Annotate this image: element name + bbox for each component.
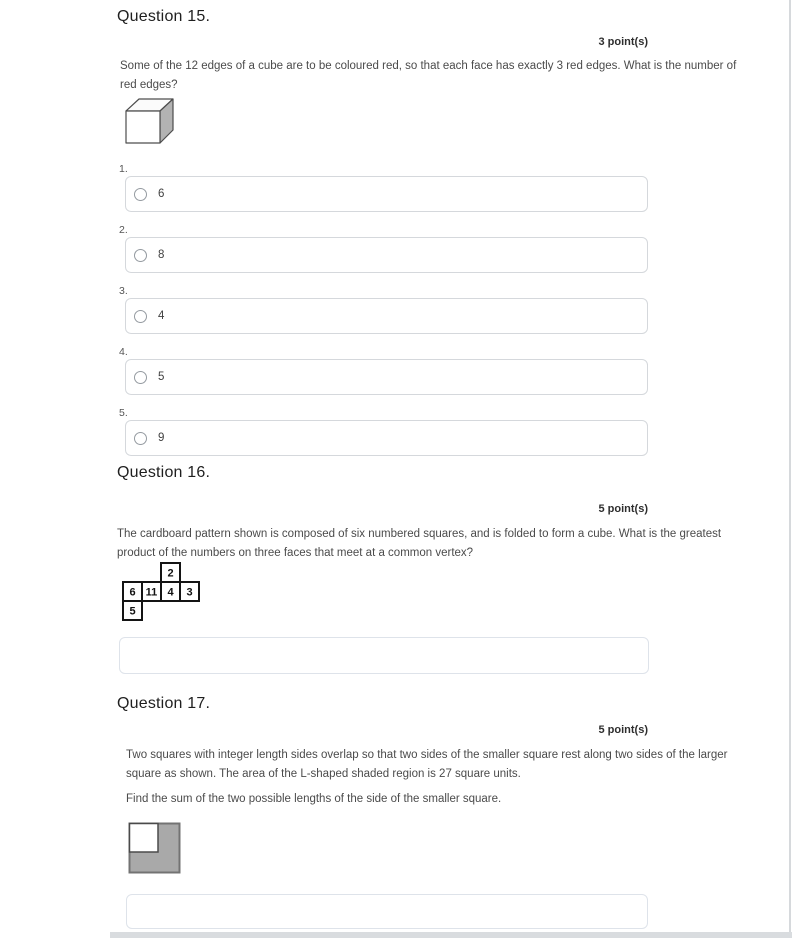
question-16-title: Question 16. (117, 464, 211, 481)
choice-5-label: 5. (119, 407, 128, 419)
cube-net-figure (122, 562, 202, 622)
choice-4-option[interactable] (125, 359, 648, 395)
choice-3-value: 4 (158, 310, 165, 322)
question-17-text-line2: square as shown. The area of the L-shaped shaded region is 27 square units. (126, 768, 521, 780)
question-17-text-line1: Two squares with integer length sides overlap so that two sides of the smaller square rest along two sides of the larger (126, 749, 728, 761)
net-cell-bottom: 5 (129, 605, 136, 618)
choice-5-option[interactable] (125, 420, 648, 456)
choice-2-value: 8 (158, 249, 165, 261)
card-right-border (789, 0, 791, 938)
question-17-points: 5 point(s) (598, 724, 648, 736)
choice-3-label: 3. (119, 285, 128, 297)
question-17-title: Question 17. (117, 695, 211, 712)
next-section-edge (110, 932, 792, 938)
question-15-points: 3 point(s) (598, 36, 648, 48)
choice-5-value: 9 (158, 432, 165, 444)
radio-icon[interactable] (134, 249, 147, 262)
question-16-text (117, 525, 721, 563)
question-17-text-2 (126, 790, 501, 809)
question-15-text (120, 57, 736, 95)
question-17-text-line3: Find the sum of the two possible lengths of the side of the smaller square. (126, 793, 502, 805)
choice-2-option[interactable] (125, 237, 648, 273)
cube-figure (124, 97, 178, 149)
question-15-text-line2: red edges? (120, 79, 178, 91)
question-16-text-line1: The cardboard pattern shown is composed of six numbered squares, and is folded to form a cube. What is the greatest (117, 528, 722, 540)
question-15-title: Question 15. (117, 8, 211, 25)
radio-icon[interactable] (134, 310, 147, 323)
choice-2-label: 2. (119, 224, 128, 236)
choice-1-option[interactable] (125, 176, 648, 212)
radio-icon[interactable] (134, 432, 147, 445)
radio-icon[interactable] (134, 188, 147, 201)
net-cell-row-3: 4 (167, 586, 174, 599)
question-17-text (126, 746, 728, 784)
choice-1-value: 6 (158, 188, 165, 200)
question-17-answer-input[interactable] (126, 894, 648, 929)
question-16-answer-input[interactable] (119, 637, 649, 674)
net-cell-row-1: 6 (129, 586, 136, 599)
question-15-text-line1: Some of the 12 edges of a cube are to be coloured red, so that each face has exactly 3 red edges. What is the number of (120, 60, 737, 72)
net-cell-row-4: 3 (186, 586, 193, 599)
overlapping-squares-figure (128, 822, 182, 875)
net-cell-row-2: 11 (145, 586, 158, 599)
radio-icon[interactable] (134, 371, 147, 384)
question-16-text-line2: product of the numbers on three faces that meet at a common vertex? (117, 547, 474, 559)
question-16-points: 5 point(s) (598, 503, 648, 515)
choice-1-label: 1. (119, 163, 128, 175)
choice-4-label: 4. (119, 346, 128, 358)
choice-3-option[interactable] (125, 298, 648, 334)
choice-4-value: 5 (158, 371, 165, 383)
net-cell-top: 2 (167, 567, 174, 580)
